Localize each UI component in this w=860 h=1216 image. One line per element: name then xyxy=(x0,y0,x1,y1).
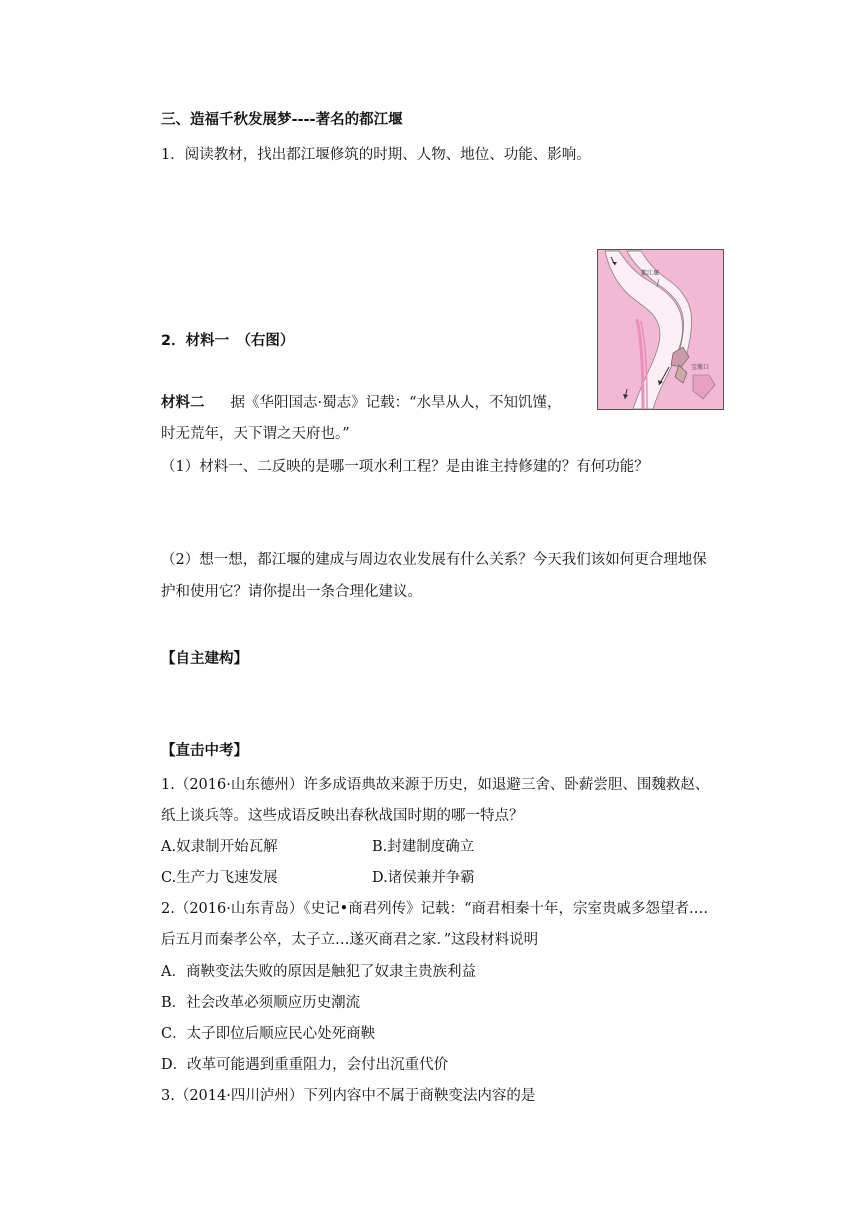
material-2-line1 xyxy=(161,393,562,413)
material-2-label: 材料二 xyxy=(161,395,205,411)
question-2-label: 2．材料一 （右图） xyxy=(161,333,295,349)
material-2-line2: 时无荒年，天下谓之天府也。” xyxy=(161,426,350,442)
exam-q1-line2: 纸上谈兵等。这些成语反映出春秋战国时期的哪一特点？ xyxy=(161,808,524,824)
sub-question-2-line2: 护和使用它？请你提出一条合理化建议。 xyxy=(161,584,422,600)
sub-question-1: （1）材料一、二反映的是哪一项水利工程？是由谁主持修建的？有何功能？ xyxy=(161,459,649,475)
exam-q1-option-a: A.奴隶制开始瓦解 xyxy=(161,839,278,855)
exam-q2-option-d: D．改革可能遇到重重阻力，会付出沉重代价 xyxy=(161,1057,449,1073)
map-label-baopingkou: 宝瓶口 xyxy=(691,364,710,371)
question-1: 1．阅读教材，找出都江堰修筑的时期、人物、地位、功能、影响。 xyxy=(161,147,591,163)
exam-q1-option-c: C.生产力飞速发展 xyxy=(161,870,278,886)
self-build-heading: 【自主建构】 xyxy=(161,651,248,667)
exam-q1-option-b: B.封建制度确立 xyxy=(372,839,475,855)
dujiangyan-map xyxy=(597,249,724,410)
exam-q2-option-c: C．太子即位后顺应民心处死商鞅 xyxy=(161,1026,376,1042)
exam-q1-line1: 1.（2016·山东德州）许多成语典故来源于历史，如退避三舍、卧薪尝胆、围魏救赵、 xyxy=(161,777,710,793)
exam-q2-line2: 后五月而秦孝公卒，太子立…遂灭商君之家．”这段材料说明 xyxy=(161,932,539,948)
exam-heading: 【直击中考】 xyxy=(161,743,248,759)
material-2-text: 据《华阳国志·蜀志》记载：“水旱从人，不知饥馑， xyxy=(230,395,562,411)
exam-q3-line1: 3.（2014·四川泸州）下列内容中不属于商鞅变法内容的是 xyxy=(161,1088,536,1104)
map-label-dujiangyan: 都江堰 xyxy=(641,270,660,277)
exam-q2-line1: 2.（2016·山东青岛）《史记•商君列传》记载：“商君相秦十年，宗室贵戚多怨望者.… xyxy=(161,901,709,917)
section-3-heading: 三、造福千秋发展梦----著名的都江堰 xyxy=(161,112,403,128)
exam-q2-option-a: A．商鞅变法失败的原因是触犯了奴隶主贵族利益 xyxy=(161,964,476,980)
sub-question-2-line1: （2）想一想，都江堰的建成与周边农业发展有什么关系？今天我们该如何更合理地保 xyxy=(161,552,707,568)
exam-q2-option-b: B．社会改革必须顺应历史潮流 xyxy=(161,995,361,1011)
exam-q1-option-d: D.诸侯兼并争霸 xyxy=(372,870,475,886)
